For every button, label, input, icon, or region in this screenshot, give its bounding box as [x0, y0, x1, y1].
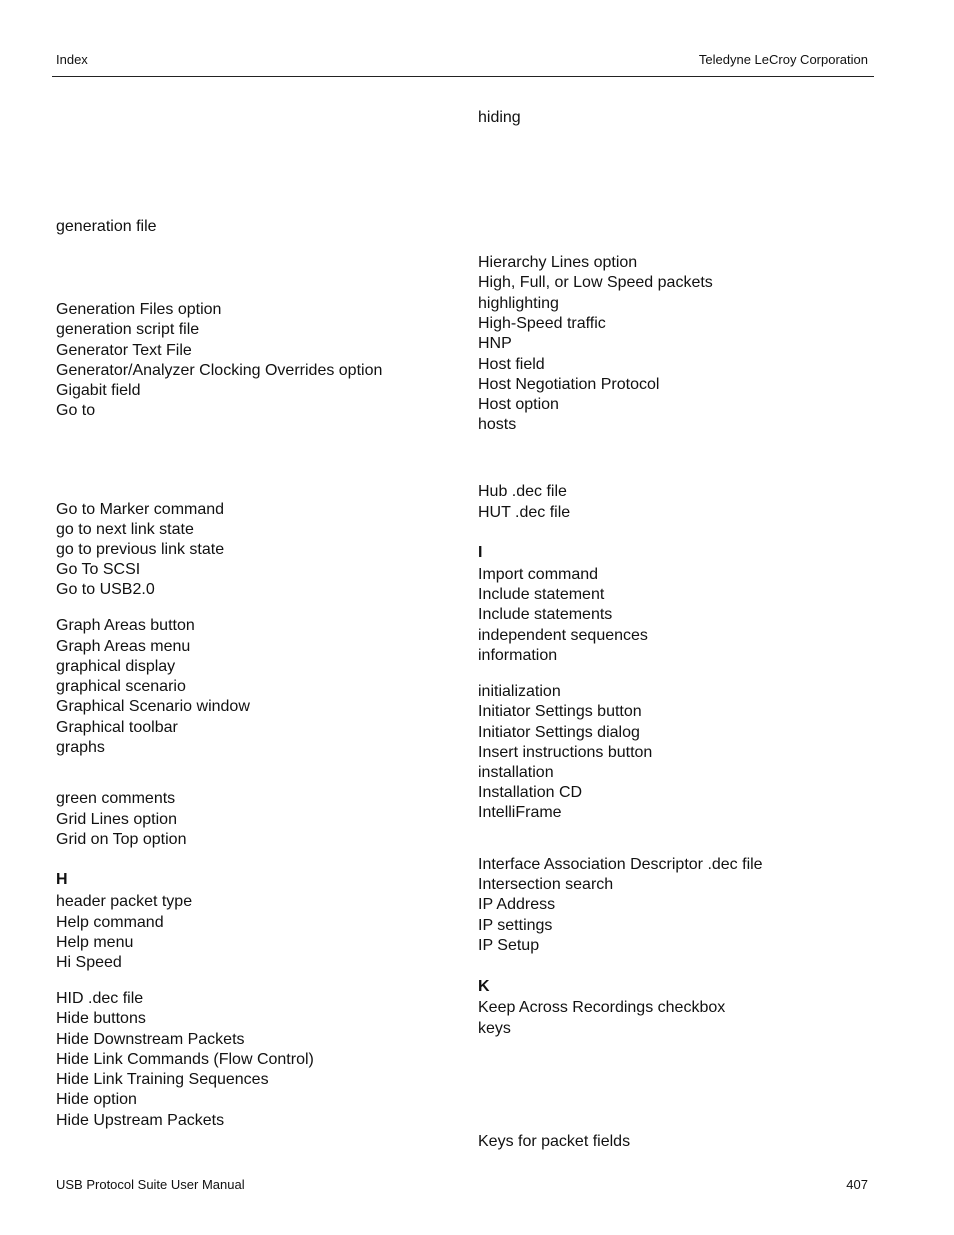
- index-entry: HUT .dec file: [478, 504, 571, 521]
- index-entry: Help menu: [56, 934, 134, 951]
- index-entry: High-Speed traffic: [478, 315, 606, 332]
- index-entry: generation file: [56, 218, 157, 235]
- index-entry: Hide Link Training Sequences: [56, 1071, 269, 1088]
- index-entry: graphs: [56, 739, 105, 756]
- index-entry: Hub .dec file: [478, 483, 567, 500]
- page-number: 407: [846, 1177, 868, 1192]
- index-entry: Hide option: [56, 1091, 137, 1108]
- index-entry: Initiator Settings button: [478, 703, 642, 720]
- index-entry: hosts: [478, 416, 517, 433]
- index-entry: graphical display: [56, 658, 176, 675]
- index-entry: go to next link state: [56, 521, 194, 538]
- index-entry: Installation CD: [478, 784, 583, 801]
- index-entry: Host Negotiation Protocol: [478, 376, 660, 393]
- index-entry: Intersection search: [478, 876, 614, 893]
- header-rule: [52, 76, 874, 77]
- index-entry: Go to Marker command: [56, 501, 225, 518]
- index-entry: Hide buttons: [56, 1010, 146, 1027]
- index-entry: Grid Lines option: [56, 811, 177, 828]
- index-entry: Import command: [478, 566, 599, 583]
- index-entry: Go To SCSI: [56, 561, 141, 578]
- index-entry: Include statement: [478, 586, 605, 603]
- index-entry: Go to USB2.0: [56, 581, 155, 598]
- index-entry: Generation Files option: [56, 301, 222, 318]
- index-entry: keys: [478, 1020, 511, 1037]
- index-entry: IP Setup: [478, 937, 540, 954]
- index-letter-heading: I: [478, 544, 483, 561]
- index-entry: Graphical toolbar: [56, 719, 178, 736]
- index-entry: IP settings: [478, 917, 553, 934]
- index-entry: Host field: [478, 356, 545, 373]
- footer-manual-title: USB Protocol Suite User Manual: [56, 1177, 245, 1192]
- index-entry: Hide Link Commands (Flow Control): [56, 1051, 314, 1068]
- index-entry: go to previous link state: [56, 541, 225, 558]
- index-entry: independent sequences: [478, 627, 648, 644]
- index-entry: Keep Across Recordings checkbox: [478, 999, 726, 1016]
- index-entry: Hi Speed: [56, 954, 122, 971]
- index-entry: initialization: [478, 683, 561, 700]
- index-entry: Hide Downstream Packets: [56, 1031, 245, 1048]
- index-entry: Generator Text File: [56, 342, 192, 359]
- index-entry: hiding: [478, 109, 521, 126]
- index-entry: Include statements: [478, 606, 613, 623]
- index-entry: Grid on Top option: [56, 831, 187, 848]
- index-entry: Hierarchy Lines option: [478, 254, 638, 271]
- index-entry: Initiator Settings dialog: [478, 724, 640, 741]
- index-entry: Graphical Scenario window: [56, 698, 250, 715]
- index-entry: Interface Association Descriptor .dec file: [478, 856, 763, 873]
- index-letter-heading: K: [478, 978, 490, 995]
- index-entry: IntelliFrame: [478, 804, 562, 821]
- index-entry: Host option: [478, 396, 559, 413]
- index-entry: information: [478, 647, 558, 664]
- index-entry: graphical scenario: [56, 678, 186, 695]
- index-entry: Graph Areas menu: [56, 638, 191, 655]
- index-letter-heading: H: [56, 871, 68, 888]
- index-entry: High, Full, or Low Speed packets: [478, 274, 713, 291]
- index-entry: generation script file: [56, 321, 200, 338]
- index-entry: Go to: [56, 402, 96, 419]
- index-entry: Help command: [56, 914, 164, 931]
- index-entry: highlighting: [478, 295, 559, 312]
- index-entry: header packet type: [56, 893, 193, 910]
- index-entry: installation: [478, 764, 554, 781]
- running-header-section: Index: [56, 52, 88, 67]
- index-entry: Keys for packet fields: [478, 1133, 631, 1150]
- index-entry: Gigabit field: [56, 382, 141, 399]
- index-entry: Graph Areas button: [56, 617, 195, 634]
- index-entry: IP Address: [478, 896, 556, 913]
- index-entry: HID .dec file: [56, 990, 144, 1007]
- index-entry: Insert instructions button: [478, 744, 653, 761]
- index-entry: green comments: [56, 790, 176, 807]
- index-entry: Hide Upstream Packets: [56, 1112, 225, 1129]
- running-header-company: Teledyne LeCroy Corporation: [698, 52, 868, 67]
- index-entry: Generator/Analyzer Clocking Overrides option: [56, 362, 383, 379]
- index-entry: HNP: [478, 335, 512, 352]
